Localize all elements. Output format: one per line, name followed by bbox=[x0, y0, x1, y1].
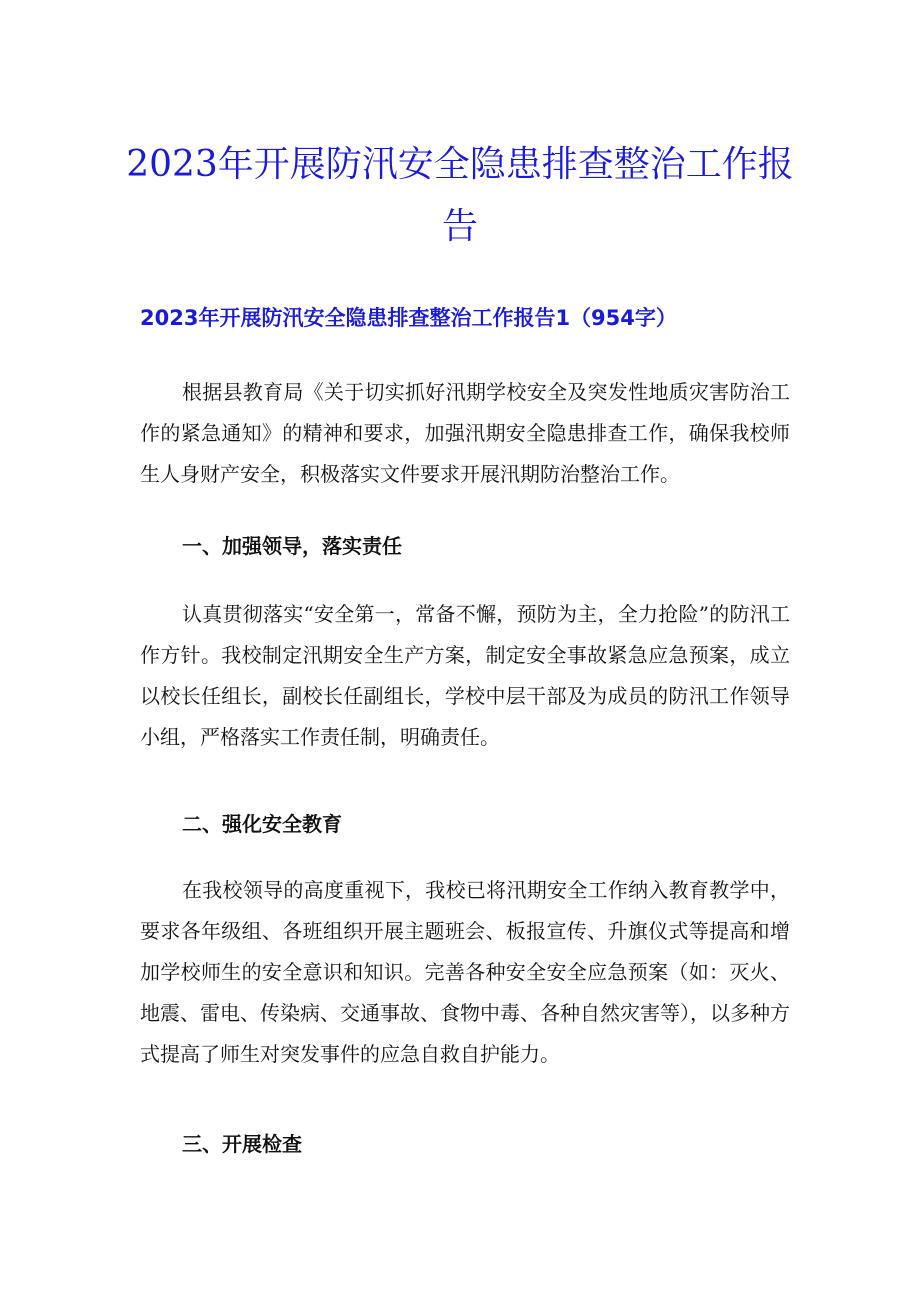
section-heading-2: 二、强化安全教育 bbox=[182, 812, 342, 836]
section-heading-1: 一、加强领导，落实责任 bbox=[182, 534, 402, 558]
section-body-1: 认真贯彻落实“安全第一，常备不懈，预防为主，全力抢险”的防汛工作方针。我校制定汛期安全生产方案，制定安全事故紧急应急预案，成立以校长任组长，副校长任副组长，学校中层干部及为成员的防汛工作领导小组，严格落实工作责任制，明确责任。 bbox=[140, 602, 790, 749]
document-title: 2023年开展防汛安全隐患排查整治工作报告 bbox=[126, 144, 794, 247]
report-subtitle: 2023年开展防汛安全隐患排查整治工作报告1（954字） bbox=[140, 306, 677, 330]
intro-paragraph: 根据县教育局《关于切实抓好汛期学校安全及突发性地质灾害防治工作的紧急通知》的精神和要求，加强汛期安全隐患排查工作，确保我校师生人身财产安全，积极落实文件要求开展汛期防治整治工作。 bbox=[140, 380, 790, 486]
section-body-2: 在我校领导的高度重视下，我校已将汛期安全工作纳入教育教学中，要求各年级组、各班组织开展主题班会、板报宣传、升旗仪式等提高和增加学校师生的安全意识和知识。完善各种安全安全应急预案（如：灭火、地震、雷电、传染病、交通事故、食物中毒、各种自然灾害等），以多种方式提高了师生对突发事件的应急自救自护能力。 bbox=[140, 878, 790, 1066]
section-heading-3: 三、开展检查 bbox=[182, 1132, 302, 1156]
